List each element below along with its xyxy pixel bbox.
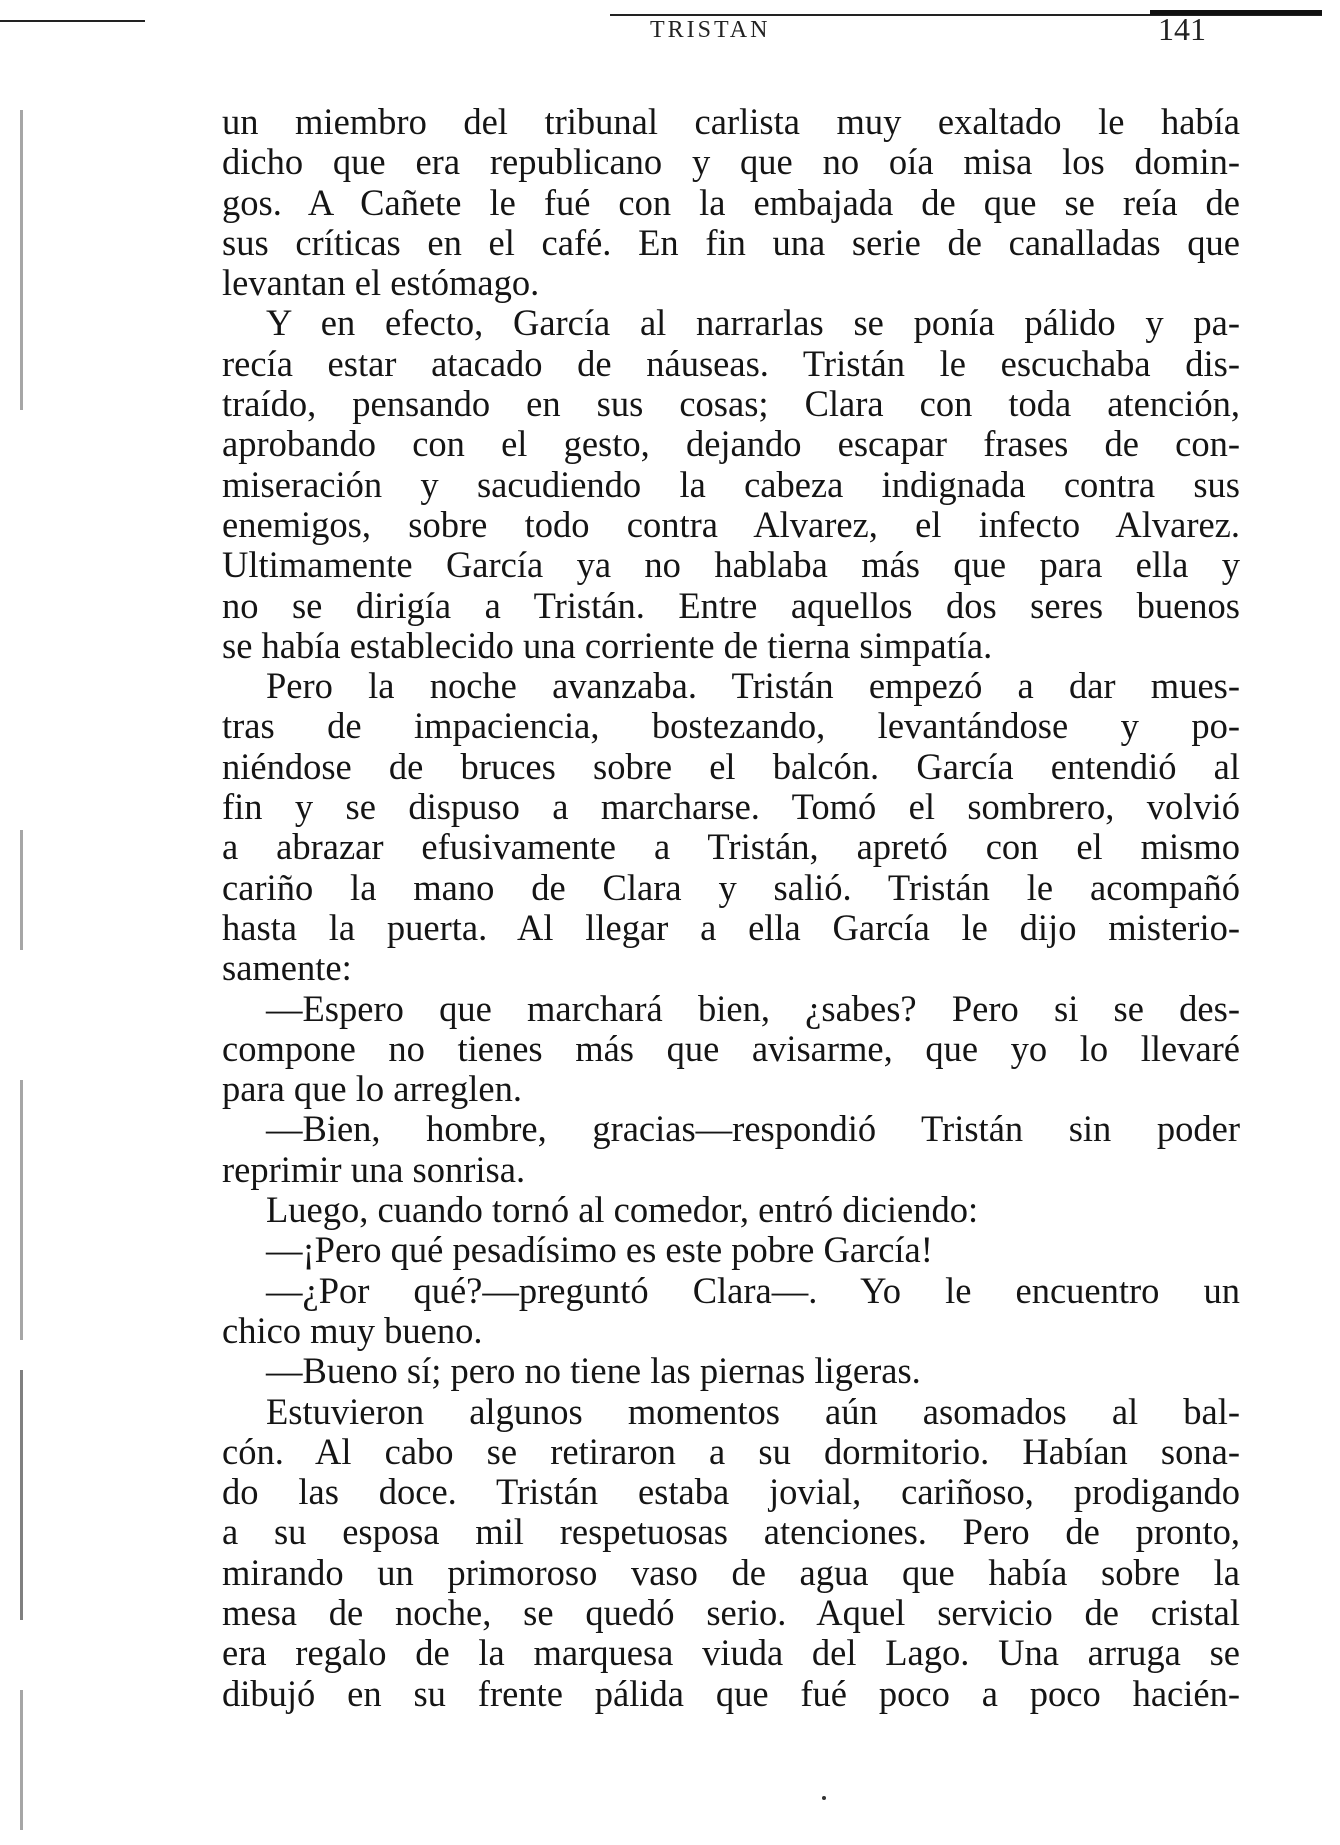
text-line: mirando un primoroso vaso de agua que había sobre la bbox=[222, 1551, 1240, 1593]
text-line: Pero la noche avanzaba. Tristán empezó a dar mues- bbox=[266, 665, 1240, 707]
scan-edge-mark bbox=[20, 830, 23, 950]
text-line: Luego, cuando tornó al comedor, entró diciendo: bbox=[266, 1189, 979, 1231]
text-line: mesa de noche, se quedó serio. Aquel servicio de cristal bbox=[222, 1591, 1240, 1633]
text-line: aprobando con el gesto, dejando escapar frases de con- bbox=[222, 423, 1240, 465]
text-line: gos. A Cañete le fué con la embajada de que se reía de bbox=[222, 181, 1240, 223]
text-line: a su esposa mil respetuosas atenciones. Pero de pronto, bbox=[222, 1511, 1240, 1553]
text-line: sus críticas en el café. En fin una serie de canalladas que bbox=[222, 221, 1240, 263]
text-line: dibujó en su frente pálida que fué poco a poco hacién- bbox=[222, 1672, 1240, 1714]
text-line: —Bien, hombre, gracias—respondió Tristán sin poder bbox=[266, 1108, 1240, 1150]
text-line: cariño la mano de Clara y salió. Tristán le acompañó bbox=[222, 866, 1240, 908]
text-line: no se dirigía a Tristán. Entre aquellos dos seres buenos bbox=[222, 584, 1240, 626]
text-line: niéndose de bruces sobre el balcón. García entendió al bbox=[222, 745, 1240, 787]
text-line: Ultimamente García ya no hablaba más que para ella y bbox=[222, 544, 1240, 586]
text-line: hasta la puerta. Al llegar a ella García le dijo misterio- bbox=[222, 906, 1240, 948]
text-line: samente: bbox=[222, 947, 352, 989]
text-line: reprimir una sonrisa. bbox=[222, 1148, 526, 1190]
text-line: —Espero que marchará bien, ¿sabes? Pero si se des- bbox=[266, 987, 1240, 1029]
text-line: Y en efecto, García al narrarlas se ponía pálido y pa- bbox=[266, 302, 1240, 344]
text-line: cón. Al cabo se retiraron a su dormitorio. Habían sona- bbox=[222, 1430, 1240, 1472]
text-line: do las doce. Tristán estaba jovial, cariñoso, prodigando bbox=[222, 1471, 1240, 1513]
text-line: se había establecido una corriente de tierna simpatía. bbox=[222, 624, 993, 666]
print-speck bbox=[822, 1796, 826, 1800]
text-line: un miembro del tribunal carlista muy exaltado le había bbox=[222, 101, 1240, 142]
text-line: Estuvieron algunos momentos aún asomados al bal- bbox=[266, 1390, 1240, 1432]
body-text bbox=[222, 102, 1240, 1714]
scan-edge-mark bbox=[20, 110, 23, 410]
text-line: a abrazar efusivamente a Tristán, apretó con el mismo bbox=[222, 826, 1240, 868]
text-line: para que lo arreglen. bbox=[222, 1068, 522, 1110]
page-number: 141 bbox=[1158, 11, 1206, 47]
text-line: —¿Por qué?—preguntó Clara—. Yo le encuentro un bbox=[266, 1269, 1240, 1311]
text-line: compone no tienes más que avisarme, que yo lo llevaré bbox=[222, 1027, 1240, 1069]
text-line: fin y se dispuso a marcharse. Tomó el sombrero, volvió bbox=[222, 786, 1240, 828]
scan-edge-mark bbox=[20, 1690, 23, 1830]
scan-edge-mark bbox=[20, 1370, 23, 1620]
top-rule-left bbox=[0, 20, 145, 22]
text-line: era regalo de la marquesa viuda del Lago. Una arruga se bbox=[222, 1632, 1240, 1674]
text-line: levantan el estómago. bbox=[222, 262, 540, 304]
running-head: TRISTAN bbox=[650, 17, 771, 43]
text-line: miseración y sacudiendo la cabeza indignada contra sus bbox=[222, 463, 1240, 505]
text-line: tras de impaciencia, bostezando, levantándose y po- bbox=[222, 705, 1240, 747]
text-line: —¡Pero qué pesadísimo es este pobre García! bbox=[266, 1229, 933, 1271]
text-line: enemigos, sobre todo contra Alvarez, el infecto Alvarez. bbox=[222, 503, 1240, 545]
scan-edge-mark bbox=[20, 1080, 23, 1340]
text-line: chico muy bueno. bbox=[222, 1309, 483, 1351]
text-line: recía estar atacado de náuseas. Tristán le escuchaba dis- bbox=[222, 342, 1240, 384]
text-line: —Bueno sí; pero no tiene las piernas ligeras. bbox=[266, 1350, 921, 1392]
text-line: traído, pensando en sus cosas; Clara con toda atención, bbox=[222, 383, 1240, 425]
text-line: dicho que era republicano y que no oía misa los domin- bbox=[222, 141, 1240, 183]
